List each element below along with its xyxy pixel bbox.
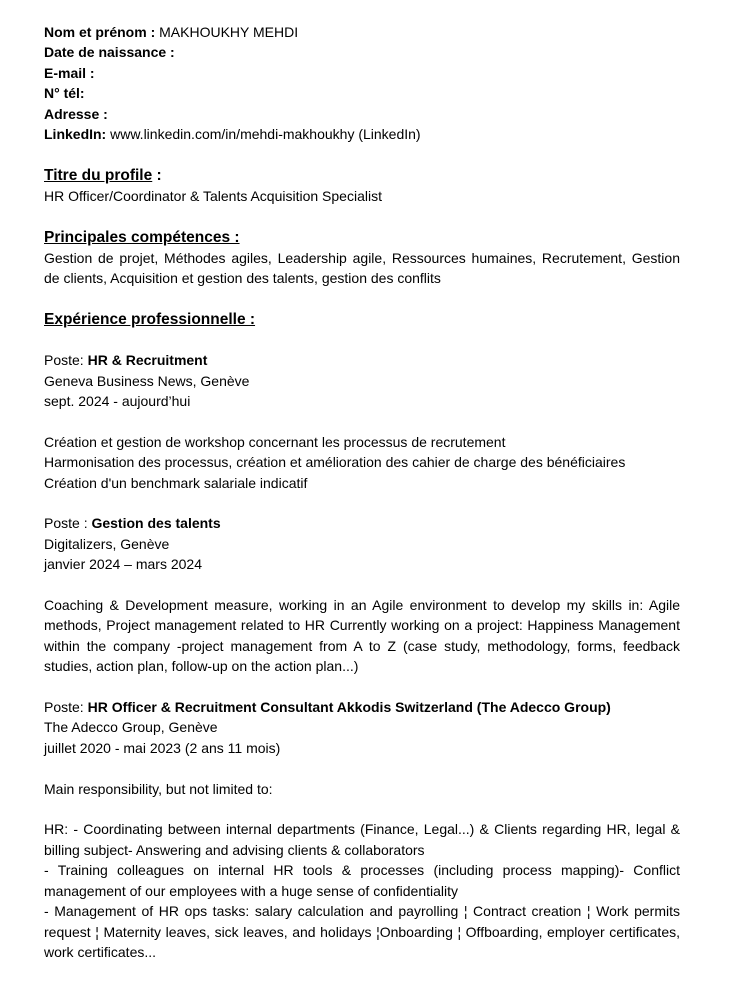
job-company: The Adecco Group, Genève <box>44 719 218 736</box>
experience-heading-row <box>44 309 680 330</box>
job-responsibility: - Management of HR ops tasks: salary calculation and payrolling ¦ Contract creation ¦ Work permits request ¦ Maternity leaves, sick leaves, and holidays ¦Onboarding ¦ Offboarding, employer certificates, work certificates... <box>44 903 680 960</box>
skills-text: Gestion de projet, Méthodes agiles, Leadership agile, Ressources humaines, Recrutement, Gestion de clients, Acquisition et gestion des talents, gestion des conflits <box>44 249 680 287</box>
profile-heading: Titre du profile <box>44 166 153 184</box>
job-title: HR Officer & Recruitment Consultant Akkodis Switzerland (The Adecco Group) <box>87 699 611 716</box>
job-dates: sept. 2024 - aujourd’hui <box>44 393 191 410</box>
skills-heading: Principales compétences : <box>44 228 240 246</box>
job-responsibility: HR: - Coordinating between internal departments (Finance, Legal...) & Clients regarding HR, legal & billing subject- Answering and advising clients & collaborators <box>44 821 680 858</box>
poste-label: Poste: <box>44 352 88 369</box>
job-description: Coaching & Development measure, working in an Agile environment to develop my skills in: Agile methods, Project management related to HR Currently working on a project: Happiness Management within the company -project management from A to Z (case study, methodology, forms, feedback studies, action plan, follow-up on the action plan...) <box>44 597 680 675</box>
job-title-row <box>44 350 680 370</box>
linkedin-label: LinkedIn: <box>44 126 107 143</box>
job-entry <box>44 697 680 962</box>
name-row <box>44 22 680 42</box>
profile-heading-row <box>44 165 680 186</box>
phone-label: N° tél: <box>44 85 85 102</box>
name-label: Nom et prénom : <box>44 24 156 40</box>
job-title-row <box>44 513 680 533</box>
job-responsibility: - Training colleagues on internal HR tools & processes (including process mapping)- Conflict management of our employees with a huge sense of confidentiality <box>44 862 680 899</box>
profile-title: HR Officer/Coordinator & Talents Acquisition Specialist <box>44 187 382 204</box>
linkedin-link[interactable]: www.linkedin.com/in/mehdi-makhoukhy (LinkedIn) <box>110 126 421 143</box>
linkedin-row <box>44 124 680 144</box>
job-dates: juillet 2020 - mai 2023 (2 ans 11 mois) <box>44 739 281 756</box>
job-title-row <box>44 697 680 717</box>
job-task: Création d'un benchmark salariale indicatif <box>44 474 308 491</box>
job-company: Geneva Business News, Genève <box>44 372 250 389</box>
job-dates: janvier 2024 – mars 2024 <box>44 556 202 573</box>
poste-label: Poste : <box>44 515 92 532</box>
email-label: E-mail : <box>44 64 95 81</box>
name-value: MAKHOUKHY MEHDI <box>159 24 299 40</box>
job-task: Harmonisation des processus, création et amélioration des cahier de charge des bénéficiaires <box>44 454 626 471</box>
skills-heading-row <box>44 227 680 248</box>
address-label: Adresse : <box>44 105 108 122</box>
job-title: Gestion des talents <box>91 515 221 532</box>
birth-label: Date de naissance : <box>44 44 175 61</box>
profile-heading-colon: : <box>152 166 162 184</box>
cv-document <box>44 22 680 962</box>
job-task: Création et gestion de workshop concernant les processus de recrutement <box>44 433 506 450</box>
job-entry <box>44 350 680 493</box>
job-title: HR & Recruitment <box>87 352 208 369</box>
job-intro: Main responsibility, but not limited to: <box>44 780 273 797</box>
poste-label: Poste: <box>44 699 88 716</box>
job-company: Digitalizers, Genève <box>44 535 170 552</box>
experience-heading: Expérience professionnelle : <box>44 310 256 328</box>
job-entry <box>44 513 680 676</box>
